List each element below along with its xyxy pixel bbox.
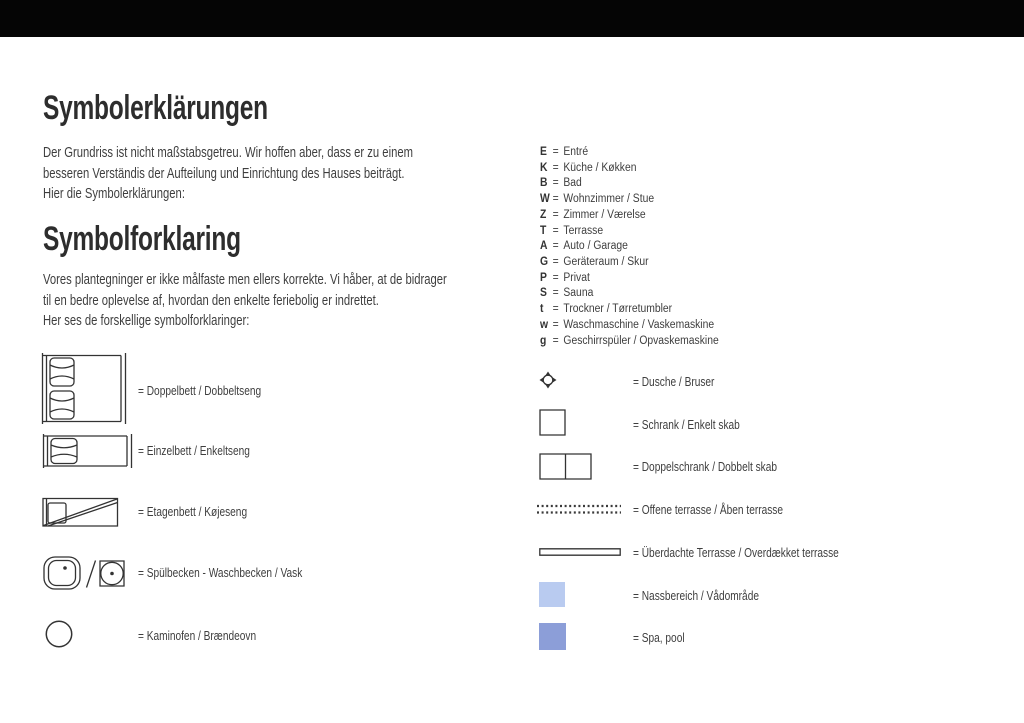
intro-danish-line: Vores plantegninger er ikke målfaste men ellers korrekte. Vi håber, at de bidrager bbox=[43, 271, 447, 288]
page-title-danish: Symbolforklaring bbox=[43, 220, 241, 258]
room-code-key: E bbox=[540, 146, 547, 158]
room-code-key: S bbox=[540, 287, 547, 300]
room-code-value: Zimmer / Værelse bbox=[563, 208, 646, 221]
room-code-key: w bbox=[540, 318, 549, 331]
room-code-row bbox=[540, 162, 719, 178]
room-code-key: P bbox=[540, 271, 547, 284]
room-code-value: Entré bbox=[563, 146, 589, 158]
room-code-row bbox=[540, 272, 719, 288]
spa-pool-swatch bbox=[539, 623, 566, 650]
room-code-row bbox=[540, 319, 719, 335]
double-cabinet-icon bbox=[539, 453, 592, 480]
wood-stove-icon bbox=[45, 620, 73, 648]
room-code-key: G bbox=[540, 256, 549, 269]
room-code-key: t bbox=[540, 303, 544, 316]
legend-label: = Überdachte Terrasse / Overdækket terrasse bbox=[633, 545, 839, 560]
washbasin-icon bbox=[99, 560, 125, 587]
legend-label: = Spülbecken - Waschbecken / Vask bbox=[138, 565, 303, 580]
wet-area-swatch bbox=[539, 582, 565, 607]
legend-label: = Einzelbett / Enkeltseng bbox=[138, 443, 250, 458]
equals-sign: = bbox=[552, 177, 559, 190]
room-code-row bbox=[540, 209, 719, 225]
legend-label: = Etagenbett / Køjeseng bbox=[138, 504, 248, 519]
slash-divider bbox=[85, 559, 97, 589]
equals-sign: = bbox=[552, 271, 559, 284]
intro-german-line: besseren Verständis der Aufteilung und Einrichtung des Hauses beiträgt. bbox=[43, 164, 405, 182]
room-code-key: K bbox=[540, 161, 548, 174]
shower-icon bbox=[539, 371, 557, 389]
room-code-list bbox=[540, 146, 739, 350]
double-bed-icon bbox=[41, 353, 127, 424]
equals-sign: = bbox=[552, 318, 559, 331]
room-code-row bbox=[540, 303, 719, 319]
sink-icon bbox=[43, 556, 81, 590]
equals-sign: = bbox=[552, 256, 559, 269]
intro-german bbox=[43, 143, 413, 205]
equals-sign: = bbox=[552, 224, 559, 237]
room-code-value: Auto / Garage bbox=[563, 240, 628, 253]
legend-label: = Dusche / Bruser bbox=[633, 374, 715, 389]
room-code-key: g bbox=[540, 334, 547, 347]
room-code-row bbox=[540, 193, 719, 209]
room-code-value: Trockner / Tørretumbler bbox=[563, 303, 673, 316]
room-code-key: Z bbox=[540, 208, 547, 221]
page-title-german: Symbolerklärungen bbox=[43, 89, 268, 127]
room-code-value: Privat bbox=[563, 271, 590, 284]
legend-label: = Nassbereich / Vådområde bbox=[633, 588, 759, 603]
room-code-row bbox=[540, 240, 719, 256]
covered-terrace-icon bbox=[539, 548, 621, 556]
legend-label: = Spa, pool bbox=[633, 630, 685, 645]
equals-sign: = bbox=[552, 240, 559, 253]
single-bed-icon bbox=[42, 434, 133, 468]
top-black-bar bbox=[0, 0, 1024, 37]
equals-sign: = bbox=[552, 287, 559, 300]
room-code-value: Geschirrspüler / Opvaskemaskine bbox=[563, 334, 719, 347]
intro-german-line: Hier die Symbolerklärungen: bbox=[43, 185, 185, 202]
equals-sign: = bbox=[552, 208, 559, 221]
room-code-value: Waschmaschine / Vaskemaskine bbox=[563, 318, 715, 331]
equals-sign: = bbox=[552, 193, 559, 206]
legend-label: = Doppelbett / Dobbeltseng bbox=[138, 383, 262, 398]
room-code-value: Sauna bbox=[563, 287, 594, 300]
room-code-value: Wohnzimmer / Stue bbox=[563, 193, 655, 206]
room-code-value: Geräteraum / Skur bbox=[563, 256, 649, 269]
room-code-value: Terrasse bbox=[563, 224, 604, 237]
legend-label: = Doppelschrank / Dobbelt skab bbox=[633, 459, 778, 474]
equals-sign: = bbox=[552, 146, 559, 158]
legend-label: = Offene terrasse / Åben terrasse bbox=[633, 502, 784, 517]
room-code-row bbox=[540, 256, 719, 272]
room-code-row bbox=[540, 335, 719, 351]
legend-label: = Kaminofen / Brændeovn bbox=[138, 628, 257, 643]
room-code-row bbox=[540, 146, 719, 162]
room-code-key: A bbox=[540, 240, 548, 253]
intro-danish-line: Her ses de forskellige symbolforklaringer: bbox=[43, 312, 250, 329]
room-code-row bbox=[540, 287, 719, 303]
room-code-row bbox=[540, 177, 719, 193]
intro-german-line: Der Grundriss ist nicht maßstabsgetreu. Wir hoffen aber, dass er zu einem bbox=[43, 144, 413, 161]
equals-sign: = bbox=[552, 161, 559, 174]
intro-danish bbox=[43, 270, 447, 332]
single-cabinet-icon bbox=[539, 409, 566, 436]
open-terrace-icon bbox=[537, 504, 621, 514]
legend-label: = Schrank / Enkelt skab bbox=[633, 417, 740, 432]
equals-sign: = bbox=[552, 303, 559, 316]
room-code-key: B bbox=[540, 177, 548, 190]
intro-danish-line: til en bedre oplevelse af, hvordan den enkelte feriebolig er indrettet. bbox=[43, 291, 379, 309]
room-code-value: Bad bbox=[563, 177, 582, 190]
equals-sign: = bbox=[552, 334, 559, 347]
room-code-key: T bbox=[540, 224, 547, 237]
room-code-value: Küche / Køkken bbox=[563, 161, 637, 174]
room-code-row bbox=[540, 225, 719, 241]
room-code-key: W bbox=[540, 193, 550, 206]
bunk-bed-icon bbox=[42, 496, 119, 528]
